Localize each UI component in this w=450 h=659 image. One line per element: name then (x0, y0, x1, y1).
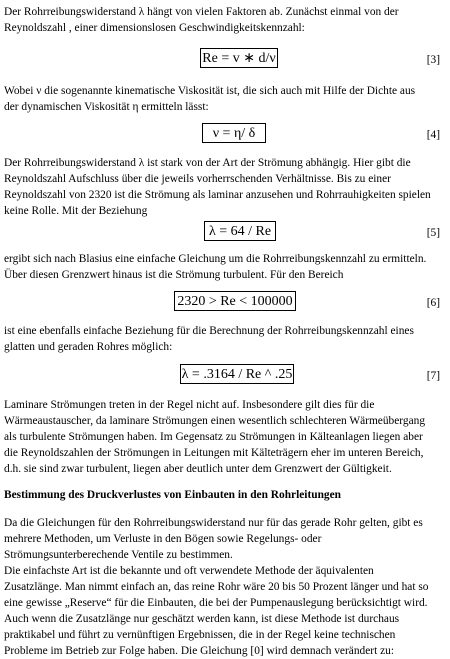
text-line: Zusatzlänge. Man nimmt einfach an, das reine Rohr wäre 20 bis 50 Prozent länger und hat so (4, 581, 429, 593)
text-line: mehrere Methoden, um Verluste in den Bögen sowie Regelungs- oder (4, 533, 322, 545)
equation-number: [5] (426, 227, 440, 239)
formula-box: ν = η/ δ (202, 123, 266, 143)
section-heading: Bestimmung des Druckverlustes von Einbauten in den Rohrleitungen (4, 489, 342, 501)
equation-number: [3] (426, 54, 440, 66)
paragraph-reynolds-intro (4, 4, 444, 36)
equation-3 (4, 48, 444, 70)
text-line: Wobei ν die sogenannte kinematische Viskosität ist, die sich auch mit Hilfe der Dichte aus (4, 85, 416, 97)
paragraph-viscosity (4, 83, 444, 115)
formula-box: λ = .3164 / Re ^ .25 (180, 364, 294, 384)
text-line: Reynoldszahl Aufschluss über die jeweils vorherrschenden Verhältnisse. Bis zu einer (4, 173, 391, 185)
text-line: Strömungsunterberechende Ventile zu bestimmen. (4, 549, 233, 561)
equation-4 (4, 123, 444, 145)
text-line: Auch wenn die Zusatzlänge nur geschätzt werden kann, ist diese Methode ist durchaus (4, 613, 400, 625)
text-line: Über diesen Grenzwert hinaus ist die Strömung turbulent. Für den Bereich (4, 269, 344, 281)
equation-number: [6] (426, 297, 440, 309)
equation-6 (4, 291, 444, 313)
text-line: Probleme im Betrieb zur Folge haben. Die Gleichung [0] wird demnach verändert zu: (4, 645, 395, 657)
equation-7 (4, 364, 444, 386)
text-line: glatten und geraden Rohres möglich: (4, 341, 173, 353)
paragraph-methods (4, 515, 444, 563)
equation-number: [4] (426, 129, 440, 141)
text-line: die Reynoldszahlen der Strömungen in Leitungen mit Kälteträgern eher im unteren Bereich, (4, 447, 424, 459)
text-line: ist eine ebenfalls einfache Beziehung für die Berechnung der Rohrreibungskennzahl eines (4, 325, 414, 337)
text-line: Laminare Strömungen treten in der Regel nicht auf. Insbesondere gilt dies für die (4, 399, 375, 411)
equation-number: [7] (426, 370, 440, 382)
formula-box: 2320 > Re < 100000 (174, 291, 296, 311)
paragraph-flow-type (4, 155, 444, 219)
text-line: eine gewisse „Reserve“ für die Einbauten, die bei der Pumpenauslegung berücksichtigt wird. (4, 597, 428, 609)
text-line: Reynoldszahl von 2320 ist die Strömung als laminar anzusehen und Rohrrauhigkeiten spielen (4, 189, 431, 201)
formula-box: Re = v ∗ d/ν (200, 48, 278, 68)
text-line: Wärmeaustauscher, da laminare Strömungen einen wesentlich schlechteren Wärmeübergang (4, 415, 426, 427)
paragraph-smooth-pipe (4, 323, 444, 355)
text-line: Der Rohrreibungswiderstand λ hängt von vielen Faktoren ab. Zunächst einmal von der (4, 6, 399, 18)
text-line: der dynamischen Viskosität η ermitteln lässt: (4, 101, 209, 113)
text-line: praktikabel und führt zu vernünftigen Ergebnissen, die in der Regel keine technischen (4, 629, 396, 641)
text-line: ergibt sich nach Blasius eine einfache Gleichung um die Rohrreibungskennzahl zu ermitteln. (4, 253, 427, 265)
text-line: Reynoldszahl , einer dimensionslosen Geschwindigkeitskennzahl: (4, 22, 305, 34)
paragraph-blasius (4, 251, 444, 283)
text-line: als turbulente Strömungen haben. Im Gegensatz zu Strömungen in Kälteanlagen liegen aber (4, 431, 423, 443)
paragraph-laminar (4, 397, 444, 477)
paragraph-additional-length (4, 563, 444, 659)
text-line: d.h. sie sind zwar turbulent, liegen aber deutlich unter dem Grenzwert der Gültigkeit. (4, 463, 392, 475)
equation-5 (4, 221, 444, 243)
text-line: keine Rolle. Mit der Beziehung (4, 205, 148, 217)
text-line: Der Rohrreibungswiderstand λ ist stark von der Art der Strömung abhängig. Hier gibt die (4, 157, 411, 169)
text-line: Die einfachste Art ist die bekannte und oft verwendete Methode der äquivalenten (4, 565, 374, 577)
text-line: Da die Gleichungen für den Rohrreibungswiderstand nur für das gerade Rohr gelten, gibt es (4, 517, 423, 529)
formula-box: λ = 64 / Re (204, 221, 276, 241)
